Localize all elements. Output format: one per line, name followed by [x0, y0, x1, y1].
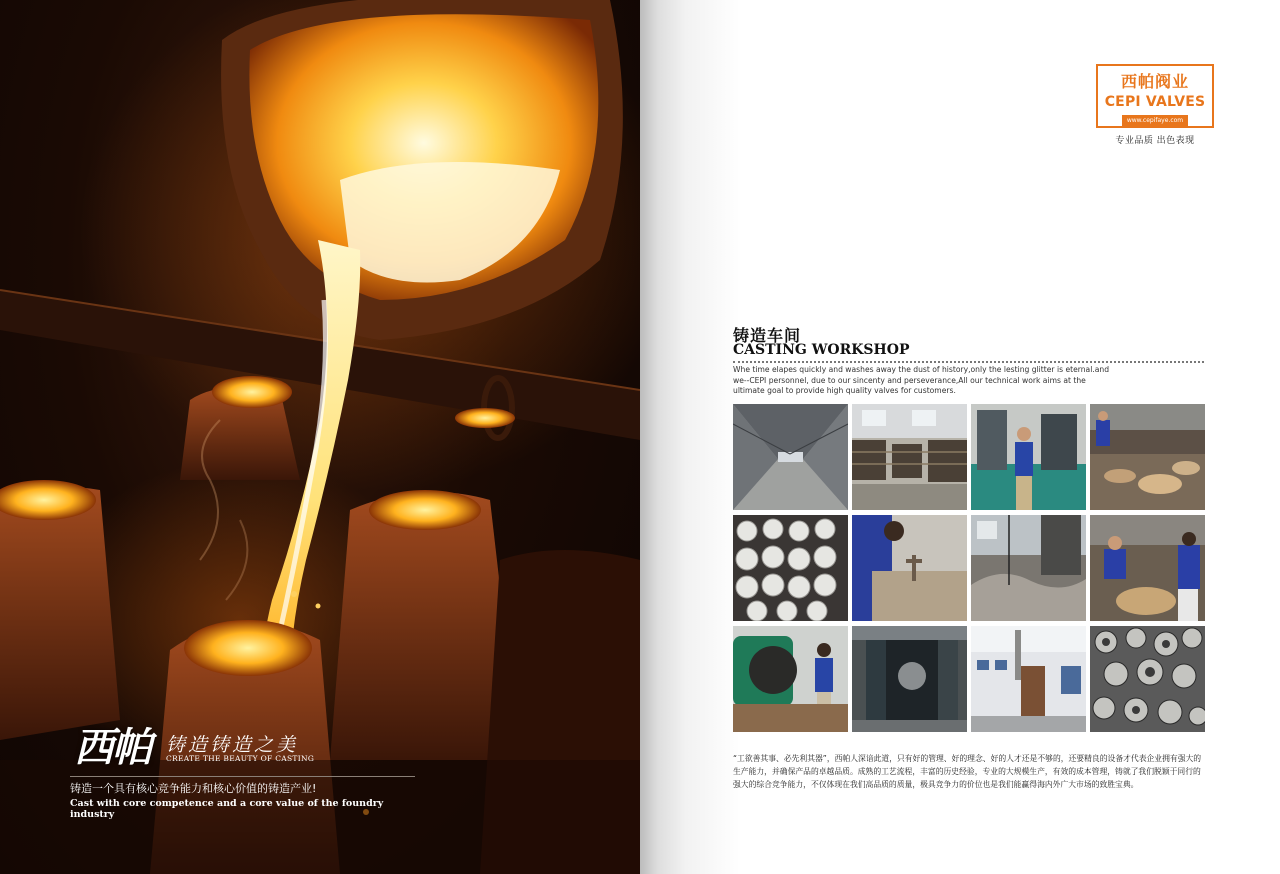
section-title-english: CASTING WORKSHOP: [733, 342, 910, 358]
slogan-english: CREATE THE BEAUTY OF CASTING: [166, 754, 315, 763]
slogan-chinese: 铸造铸造之美: [166, 734, 299, 756]
photo-worker-machine: [971, 404, 1086, 510]
tagline-chinese: 铸造一个具有核心竞争能力和核心价值的铸造产业!: [70, 782, 317, 795]
photo-stacked-castings: [733, 515, 848, 621]
workshop-photo-grid: [733, 404, 1205, 732]
photo-valve-parts-pile: [1090, 626, 1205, 732]
brand-calligraphy-logo: 西帕: [74, 724, 150, 771]
logo-url: www.cepifaye.com: [1122, 115, 1188, 126]
workshop-description: “工欲善其事、必先利其器”，西帕人深谙此道，只有好的管理、好的理念、好的人才还是不够的，还要精良的设备才代表企业拥有强大的生产能力，并确保产品的卓越品质。成熟的工艺流程，丰富的历史经验，专业的大规模生产，有效的成本管理，铸就了我们脱颖于同行的强大的综合竞争能力，不仅体现在我们高品质的质量，极具竞争力的价位也是我们能赢得海内外广大市场的致胜宝典。: [733, 754, 1202, 789]
photo-factory-hall: [733, 404, 848, 510]
logo-name-chinese: 西帕阀业: [1120, 72, 1189, 91]
photo-shot-blast-machine: [852, 626, 967, 732]
photo-workers-pouring: [1090, 515, 1205, 621]
section-title-chinese: 铸造车间: [733, 326, 802, 345]
right-page: [640, 0, 1280, 874]
logo-name-english: CEPI VALVES: [1104, 94, 1206, 110]
logo-subtitle: 专业品质 出色表现: [1115, 136, 1195, 146]
tagline-english: Cast with core competence and a core value of the foundry industry: [70, 798, 384, 820]
photo-factory-building: [971, 626, 1086, 732]
section-intro: Whe time elapes quickly and washes away the dust of history,only the lesting glitter is eternal.and we--CEPI personnel, due to our sincenty and perseverance,All our technical work aims at the ultimate goal to provide high quality valves for customers.: [733, 365, 1110, 395]
photo-worker-sand: [852, 515, 967, 621]
tagline-block: [70, 776, 415, 820]
cepi-logo: [1096, 64, 1214, 128]
photo-sand-pit: [971, 515, 1086, 621]
dotted-divider: [733, 361, 1204, 363]
photo-workers-molding: [1090, 404, 1205, 510]
photo-storage-racks: [852, 404, 967, 510]
photo-kiln-worker: [733, 626, 848, 732]
